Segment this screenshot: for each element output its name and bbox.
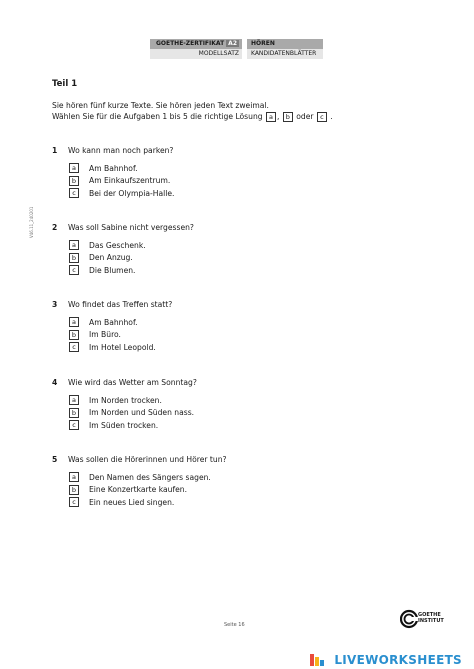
question-text: Wo kann man noch parken? — [68, 146, 174, 155]
checkbox-b[interactable]: b — [69, 330, 79, 340]
option-b[interactable] — [69, 484, 211, 497]
options — [69, 316, 156, 354]
question-number: 4 — [52, 378, 58, 387]
option-c[interactable] — [69, 341, 156, 354]
option-text: Den Namen des Sängers sagen. — [89, 472, 211, 482]
liveworksheets-logo-icon — [310, 654, 324, 666]
watermark-text: LIVEWORKSHEETS — [334, 653, 462, 667]
watermark-bar — [0, 650, 474, 669]
options — [69, 471, 211, 509]
exam-header-row1 — [150, 39, 323, 49]
option-a[interactable] — [69, 471, 211, 484]
question-number: 5 — [52, 455, 58, 464]
option-b[interactable] — [69, 407, 194, 420]
options — [69, 162, 174, 200]
option-a[interactable] — [69, 239, 146, 252]
option-text: Im Süden trocken. — [89, 420, 159, 430]
checkbox-a[interactable]: a — [69, 395, 79, 405]
option-text: Im Hotel Leopold. — [89, 342, 156, 352]
question-text: Was soll Sabine nicht vergessen? — [68, 223, 194, 232]
instructions — [52, 100, 333, 122]
options — [69, 239, 146, 277]
checkbox-c[interactable]: c — [69, 342, 79, 352]
checkbox-a[interactable]: a — [69, 317, 79, 327]
checkbox-c[interactable]: c — [69, 420, 79, 430]
kandidatenblaetter-label: KANDIDATENBLÄTTER — [251, 50, 317, 57]
instructions-line2 — [52, 111, 333, 122]
exam-header — [150, 39, 323, 59]
checkbox-b[interactable]: b — [69, 176, 79, 186]
option-text: Im Norden und Süden nass. — [89, 408, 195, 418]
option-text: Das Geschenk. — [89, 240, 146, 250]
instructions-line2-text: Wählen Sie für die Aufgaben 1 bis 5 die richtige Lösung — [52, 112, 263, 121]
checkbox-a[interactable]: a — [69, 472, 79, 482]
exam-level: A2 — [228, 40, 237, 47]
exam-name: GOETHE-ZERTIFIKAT — [155, 40, 225, 47]
side-code: V46.11_240201 — [29, 206, 34, 238]
option-b[interactable] — [69, 329, 156, 342]
option-text: Im Norden trocken. — [89, 395, 162, 405]
option-text: Ein neues Lied singen. — [89, 497, 175, 507]
option-a[interactable] — [69, 394, 194, 407]
goethe-line1: GOETHE — [418, 612, 441, 618]
instructions-box-c: c — [317, 112, 327, 122]
option-text: Am Bahnhof. — [89, 163, 138, 173]
instructions-oder: oder — [296, 112, 314, 121]
instructions-box-b: b — [283, 112, 293, 122]
checkbox-b[interactable]: b — [69, 485, 79, 495]
options — [69, 394, 194, 432]
question-number: 1 — [52, 146, 58, 155]
checkbox-a[interactable]: a — [69, 163, 79, 173]
exam-header-row2 — [150, 49, 323, 59]
checkbox-a[interactable]: a — [69, 240, 79, 250]
exam-section: HÖREN — [251, 40, 275, 47]
instructions-box-a: a — [266, 112, 276, 122]
checkbox-b[interactable]: b — [69, 408, 79, 418]
option-c[interactable] — [69, 419, 194, 432]
modellsatz-label: MODELLSATZ — [198, 50, 239, 57]
option-b[interactable] — [69, 175, 174, 188]
checkbox-c[interactable]: c — [69, 265, 79, 275]
option-text: Die Blumen. — [89, 265, 136, 275]
option-c[interactable] — [69, 496, 211, 509]
instructions-comma: , — [277, 112, 280, 121]
checkbox-c[interactable]: c — [69, 188, 79, 198]
option-a[interactable] — [69, 162, 174, 175]
option-text: Eine Konzertkarte kaufen. — [89, 485, 188, 495]
section-title: Teil 1 — [52, 79, 78, 89]
question-text: Wo findet das Treffen statt? — [68, 300, 173, 309]
goethe-logo-text — [418, 612, 444, 624]
checkbox-c[interactable]: c — [69, 497, 79, 507]
exam-title — [150, 39, 242, 49]
checkbox-b[interactable]: b — [69, 253, 79, 263]
goethe-line2: INSTITUT — [418, 618, 444, 624]
option-text: Den Anzug. — [89, 253, 133, 263]
option-c[interactable] — [69, 264, 146, 277]
option-text: Im Büro. — [89, 330, 121, 340]
instructions-line1: Sie hören fünf kurze Texte. Sie hören jeden Text zweimal. — [52, 101, 269, 110]
question-number: 2 — [52, 223, 58, 232]
option-text: Am Einkaufszentrum. — [89, 176, 171, 186]
option-b[interactable] — [69, 252, 146, 265]
question-text: Was sollen die Hörerinnen und Hörer tun? — [68, 455, 227, 464]
instructions-dot: . — [330, 112, 333, 121]
question-number: 3 — [52, 300, 58, 309]
page-number: Seite 16 — [224, 622, 245, 628]
option-a[interactable] — [69, 316, 156, 329]
option-text: Am Bahnhof. — [89, 317, 138, 327]
option-text: Bei der Olympia-Halle. — [89, 188, 175, 198]
question-text: Wie wird das Wetter am Sonntag? — [68, 378, 197, 387]
option-c[interactable] — [69, 187, 174, 200]
